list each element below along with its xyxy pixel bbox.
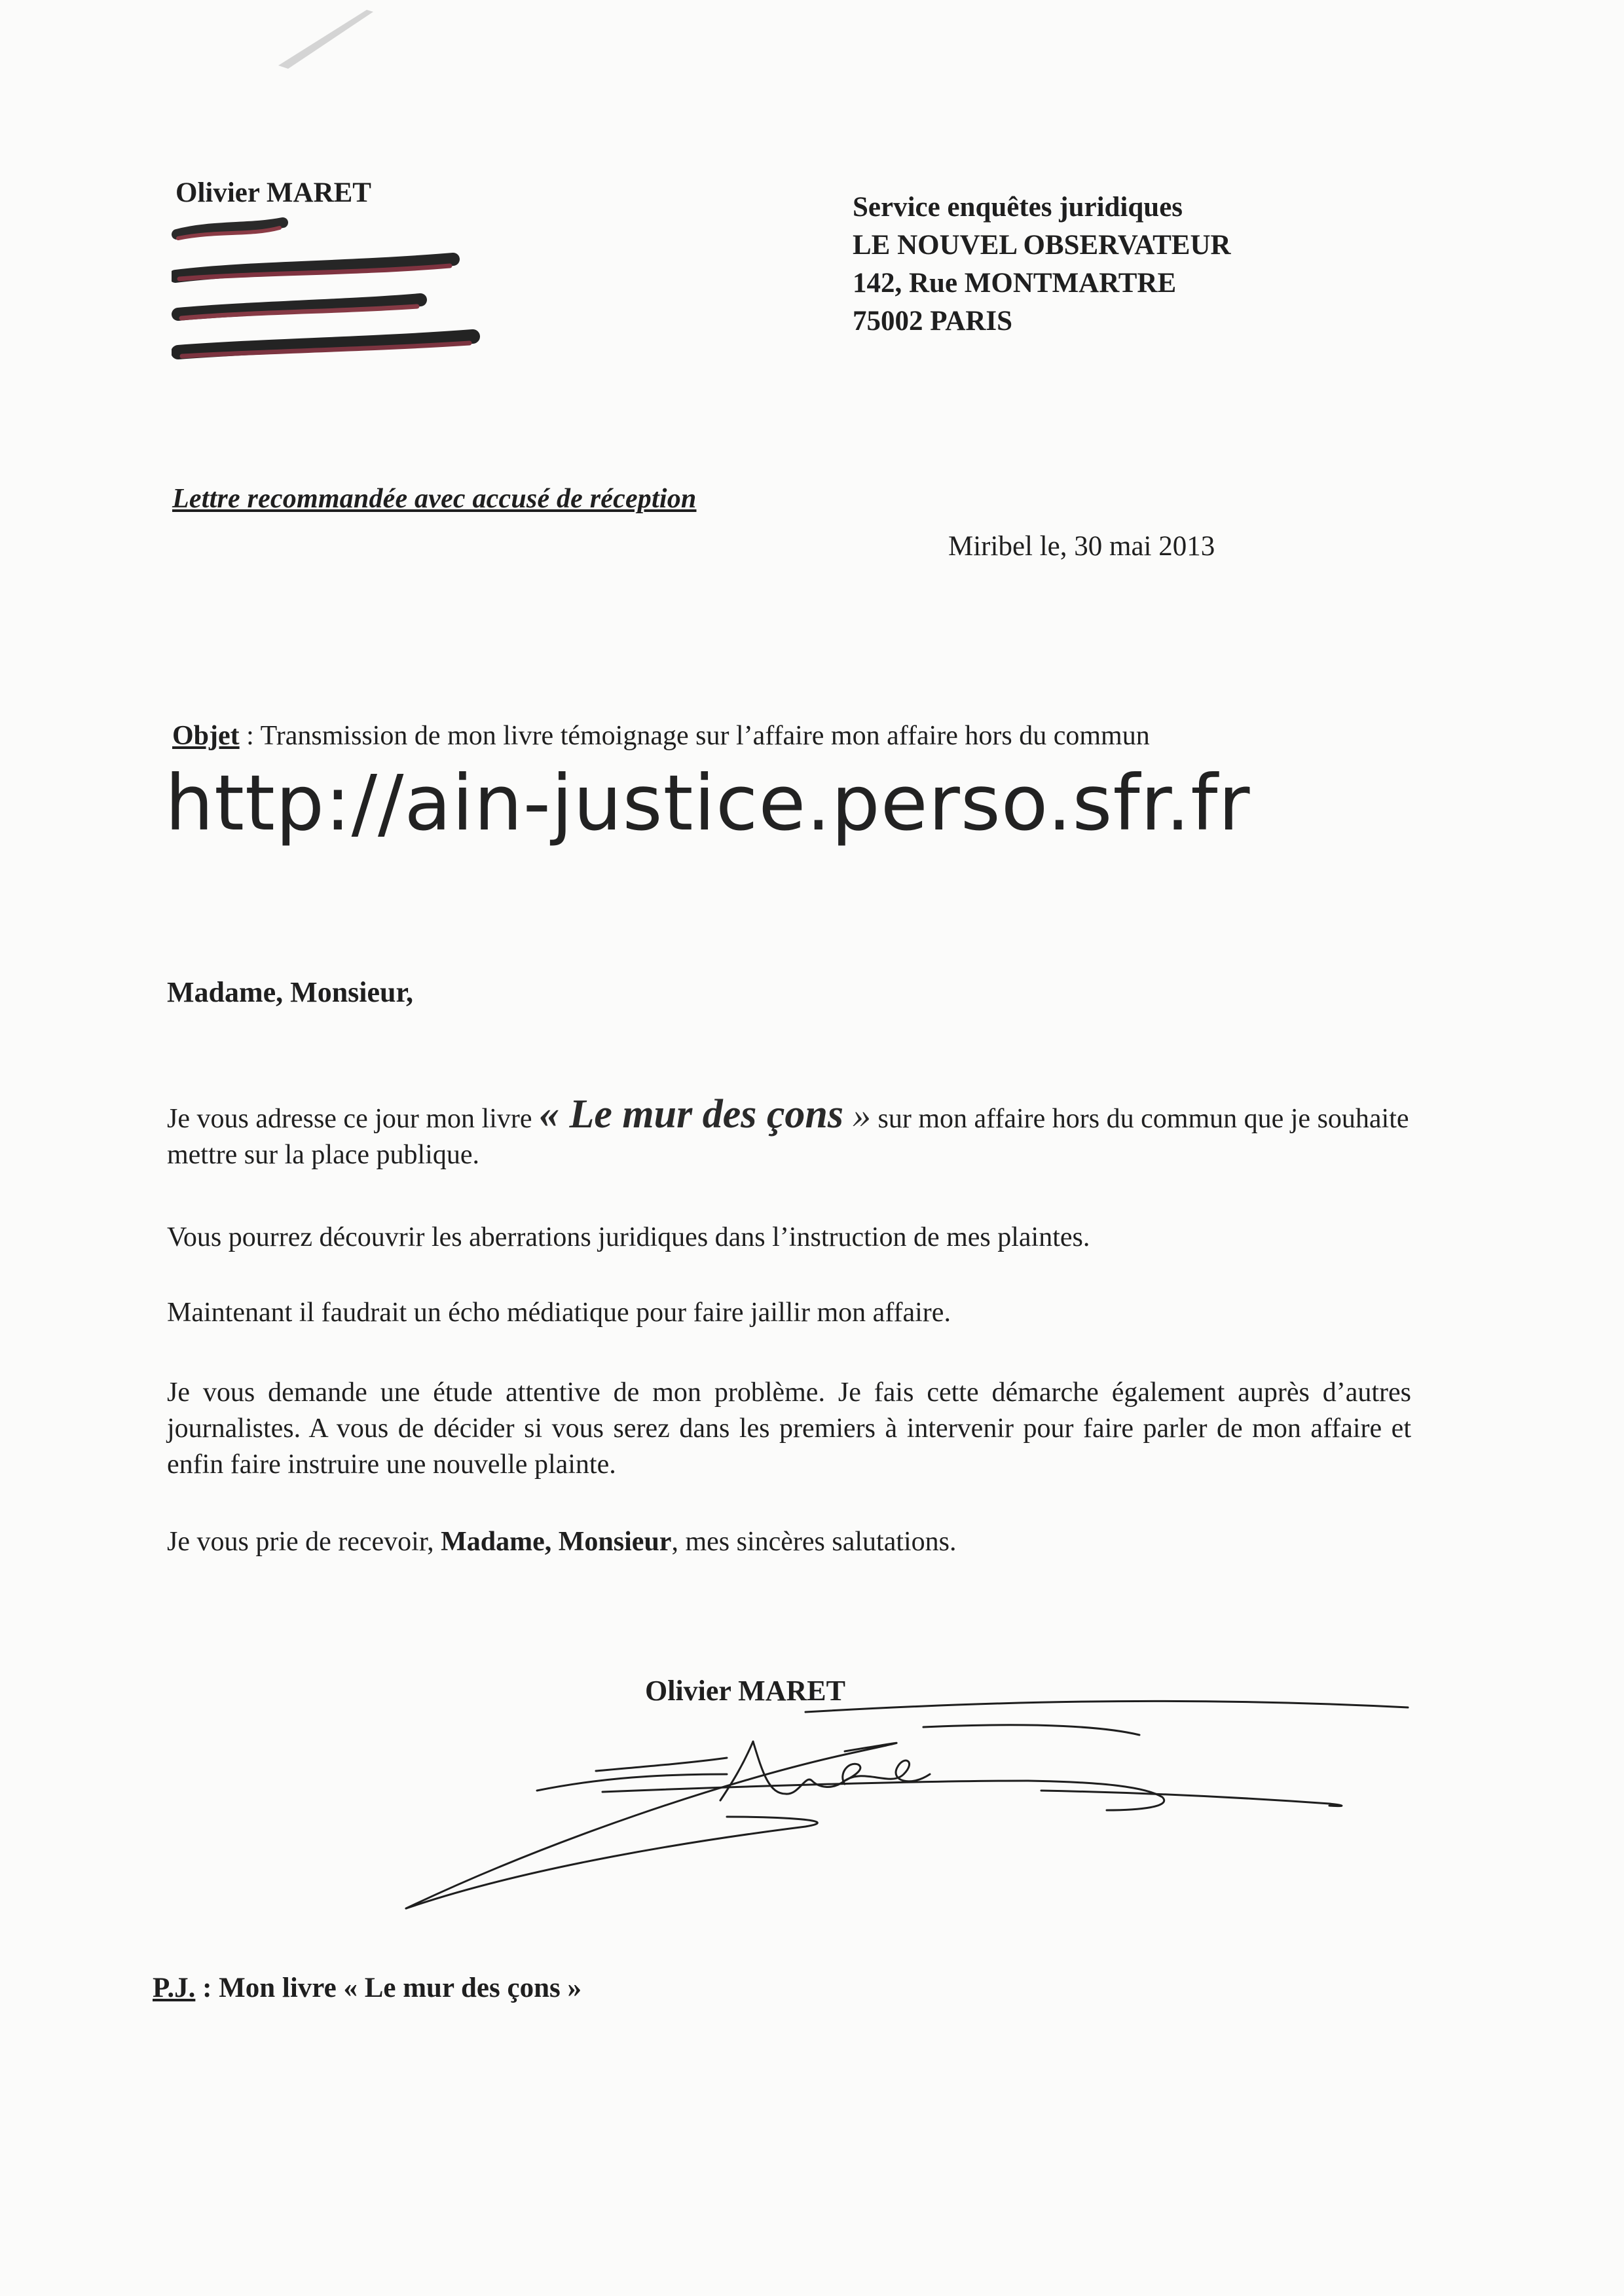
p5-before: Je vous prie de recevoir, xyxy=(167,1527,441,1557)
attachment-label: P.J. xyxy=(153,1973,196,2003)
p1-after: sur mon affaire hors du commun que je souhaite mettre sur la place publique. xyxy=(167,1104,1409,1170)
recipient-address xyxy=(853,189,1231,340)
p5-bold: Madame, Monsieur xyxy=(441,1527,672,1557)
recipient-line: 75002 PARIS xyxy=(853,306,1013,337)
attachment-separator: : xyxy=(195,1973,219,2003)
closing-paragraph xyxy=(167,1524,1411,1560)
attachment-note xyxy=(153,1972,581,2004)
p5-after: , mes sincères salutations. xyxy=(671,1527,957,1557)
body-paragraph-3: Maintenant il faudrait un écho médiatique pour faire jaillir mon affaire. xyxy=(167,1298,951,1328)
subject-text: Transmission de mon livre témoignage sur l’affaire mon affaire hors du commun xyxy=(260,721,1150,751)
salutation: Madame, Monsieur, xyxy=(167,976,414,1008)
registered-mail-notice: Lettre recommandée avec accusé de réception xyxy=(172,484,697,514)
book-title-close: » xyxy=(843,1095,872,1136)
dateline: Miribel le, 30 mai 2013 xyxy=(948,531,1215,562)
subject-label: Objet xyxy=(172,721,240,751)
subject-separator: : xyxy=(239,721,261,751)
website-url: http://ain-justice.perso.sfr.fr xyxy=(165,758,1251,848)
signatory-name: Olivier MARET xyxy=(645,1675,845,1707)
book-title: « Le mur des çons xyxy=(539,1092,844,1137)
sender-name: Olivier MARET xyxy=(175,177,371,208)
recipient-line: Service enquêtes juridiques xyxy=(853,192,1183,223)
redacted-address xyxy=(172,216,486,373)
handwritten-signature xyxy=(386,1676,1434,1918)
recipient-line: 142, Rue MONTMARTRE xyxy=(853,268,1177,299)
body-paragraph-1 xyxy=(167,1092,1411,1173)
p1-before: Je vous adresse ce jour mon livre xyxy=(167,1104,540,1134)
attachment-text: Mon livre « Le mur des çons » xyxy=(219,1973,581,2003)
body-paragraph-4: Je vous demande une étude attentive de mon problème. Je fais cette démarche également auprès d’autres journalistes. A vous de décider si vous serez dans les premiers à intervenir pour faire parler de mon affaire et enfin faire instruire une nouvelle plainte. xyxy=(167,1377,1411,1480)
subject-line xyxy=(172,720,1150,752)
corner-fold-mark xyxy=(275,0,373,72)
recipient-line: LE NOUVEL OBSERVATEUR xyxy=(853,230,1231,261)
body-paragraph-2: Vous pourrez découvrir les aberrations juridiques dans l’instruction de mes plaintes. xyxy=(167,1222,1090,1252)
